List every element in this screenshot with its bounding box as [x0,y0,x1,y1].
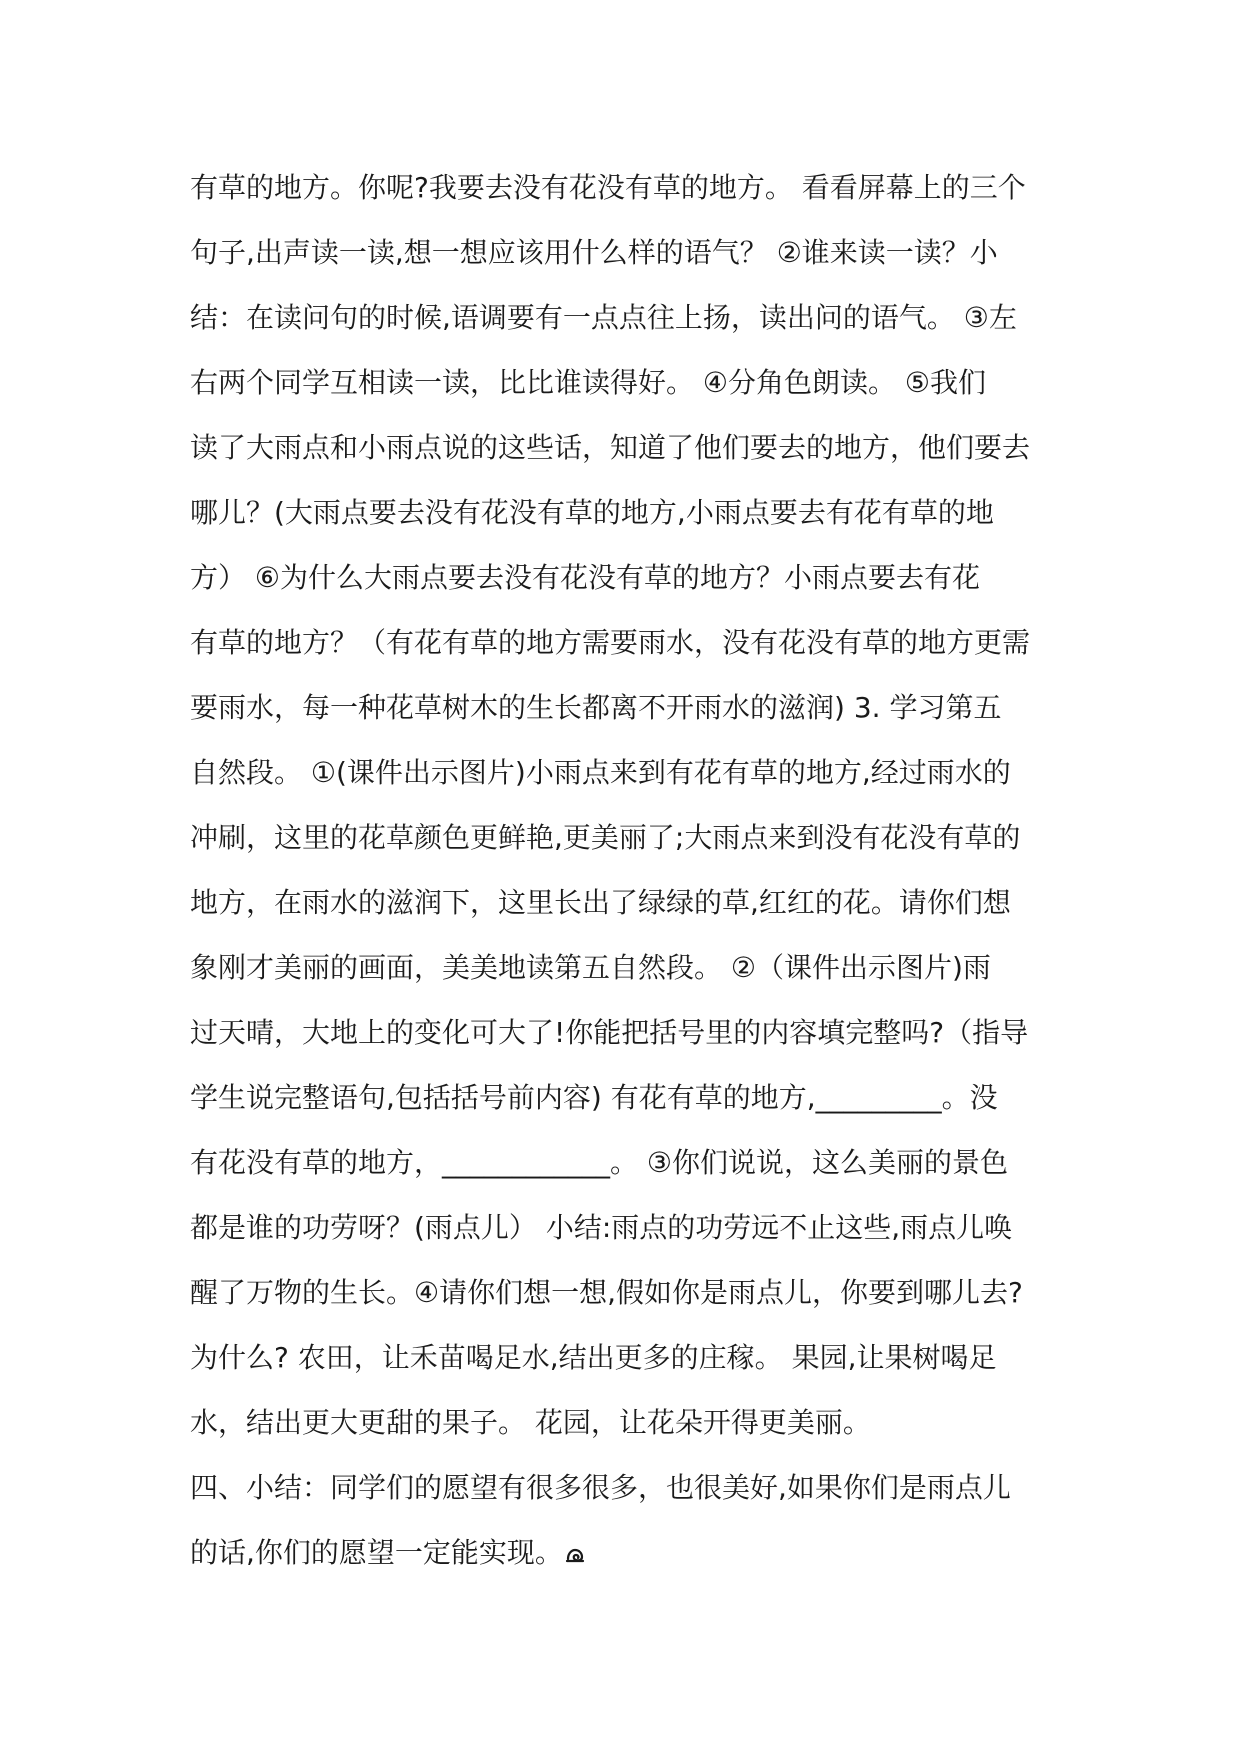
text-line: 都是谁的功劳呀？(雨点儿） 小结:雨点的功劳远不止这些,雨点儿唤 [190,1211,1013,1244]
text-line: 句子,出声读一读,想一想应该用什么样的语气？ ②谁来读一读？小 [190,236,998,269]
text-line: 有花没有草的地方，____________。 ③你们说说，这么美丽的景色 [190,1146,1009,1179]
text-line: 冲刷，这里的花草颜色更鲜艳,更美丽了;大雨点来到没有花没有草的 [190,821,1021,854]
text-line: 方） ⑥为什么大雨点要去没有花没有草的地方？小雨点要去有花 [190,561,981,594]
text-line: 有草的地方。你呢?我要去没有花没有草的地方。 看看屏幕上的三个 [190,171,1026,204]
text-line: 右两个同学互相读一读，比比谁读得好。 ④分角色朗读。 ⑤我们 [190,366,987,399]
text-line: 结：在读问句的时候,语调要有一点点往上扬，读出问的语气。 ③左 [190,301,1017,334]
text-line: 哪儿？(大雨点要去没有花没有草的地方,小雨点要去有花有草的地 [190,496,994,529]
text-line: 四、小结：同学们的愿望有很多很多，也很美好,如果你们是雨点儿 [190,1471,1011,1504]
last-line-text: 的话,你们的愿望一定能实现。 [190,1536,563,1569]
text-line: 过天晴，大地上的变化可大了!你能把括号里的内容填完整吗?（指导 [190,1016,1029,1049]
text-line: 自然段。 ①(课件出示图片)小雨点来到有花有草的地方,经过雨水的 [190,756,1011,789]
text-line: 要雨水，每一种花草树木的生长都离不开雨水的滋润) 3. 学习第五 [190,691,1002,724]
paragraph-end-icon [565,1544,585,1564]
text-line: 有草的地方？（有花有草的地方需要雨水，没有花没有草的地方更需 [190,626,1031,659]
text-line: 学生说完整语句,包括括号前内容) 有花有草的地方,_________。没 [190,1081,998,1114]
text-line: 醒了万物的生长。④请你们想一想,假如你是雨点儿，你要到哪儿去? [190,1276,1023,1309]
text-line: 为什么? 农田，让禾苗喝足水,结出更多的庄稼。 果园,让果树喝足 [190,1341,997,1374]
text-line: 读了大雨点和小雨点说的这些话，知道了他们要去的地方，他们要去 [190,431,1031,464]
text-line: 象刚才美丽的画面，美美地读第五自然段。 ②（课件出示图片)雨 [190,951,991,984]
text-line: 水，结出更大更甜的果子。 花园，让花朵开得更美丽。 [190,1406,871,1439]
text-line: 地方，在雨水的滋润下，这里长出了绿绿的草,红红的花。请你们想 [190,886,1011,919]
text-line-last [190,1520,1070,1585]
lesson-text [190,155,1070,1585]
